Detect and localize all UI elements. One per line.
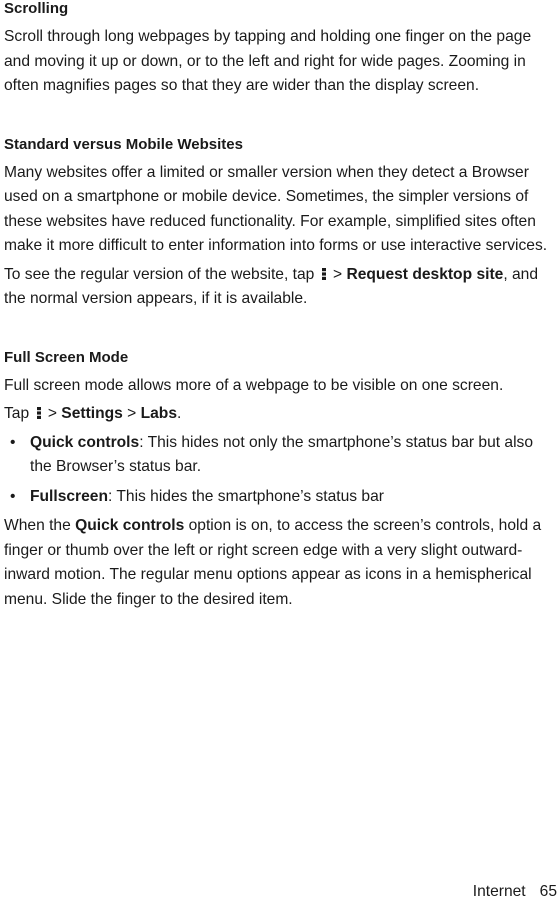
page-number: 65 [539,883,557,900]
list-item [4,485,557,510]
menu-icon [321,267,327,281]
bullet: • [10,433,16,451]
instruction-text-end: , and the normal version appears, if it is available. [4,265,538,307]
standard-mobile-section [4,136,557,312]
quick-controls-term: Quick controls [75,517,185,534]
instruction-text: To see the regular version of the website, tap [4,265,315,283]
quick-controls-description: : This hides not only the smartphone’s status bar but also the Browser’s status bar. [30,433,534,475]
separator: > [127,405,137,422]
full-screen-body: Full screen mode allows more of a webpage to be visible on one screen. [4,376,504,394]
usage-text-end: option is on, to access the screen’s controls, hold a finger or thumb over the left or right screen edge with a very slight outward-inward motion. The regular menu options appear as icons in a hemispherical menu. Slide the finger to the desired item. [4,517,542,608]
full-screen-heading: Full Screen Mode [4,348,129,366]
standard-mobile-heading: Standard versus Mobile Websites [4,135,243,153]
list-item [4,431,557,480]
quick-controls-term: Quick controls [30,433,140,451]
full-screen-section [4,349,557,613]
full-screen-options-list [4,431,557,510]
separator: > [333,265,343,283]
footer-section-name: Internet [472,883,526,900]
standard-mobile-body: Many websites offer a limited or smaller version when they detect a Browser used on a smartphone or mobile device. Sometimes, the simpler versions of these websites have reduced functionality. For example, simplified sites often make it more difficult to enter information into forms or use interactive services. [4,163,548,254]
labs-label: Labs [140,405,178,422]
bullet: • [10,487,16,505]
usage-text: When the [4,517,71,534]
settings-label: Settings [61,405,123,422]
menu-icon [36,406,42,420]
scrolling-heading: Scrolling [4,0,69,17]
manual-page [4,0,557,612]
quick-controls-usage [4,514,557,612]
scrolling-section [4,0,557,99]
request-desktop-instruction [4,263,557,312]
tap-text: Tap [4,405,30,422]
page-footer [473,882,557,902]
separator: > [47,405,57,422]
period: . [177,405,182,422]
fullscreen-term: Fullscreen [30,487,108,505]
full-screen-tap-path [4,402,557,427]
scrolling-body: Scroll through long webpages by tapping and holding one finger on the page and moving it up or down, or to the left and right for wide pages. Zooming in often magnifies pages so that they are wider than the display screen. [4,28,532,94]
request-desktop-site-label: Request desktop site [346,265,504,283]
fullscreen-description: : This hides the smartphone’s status bar [108,487,384,505]
